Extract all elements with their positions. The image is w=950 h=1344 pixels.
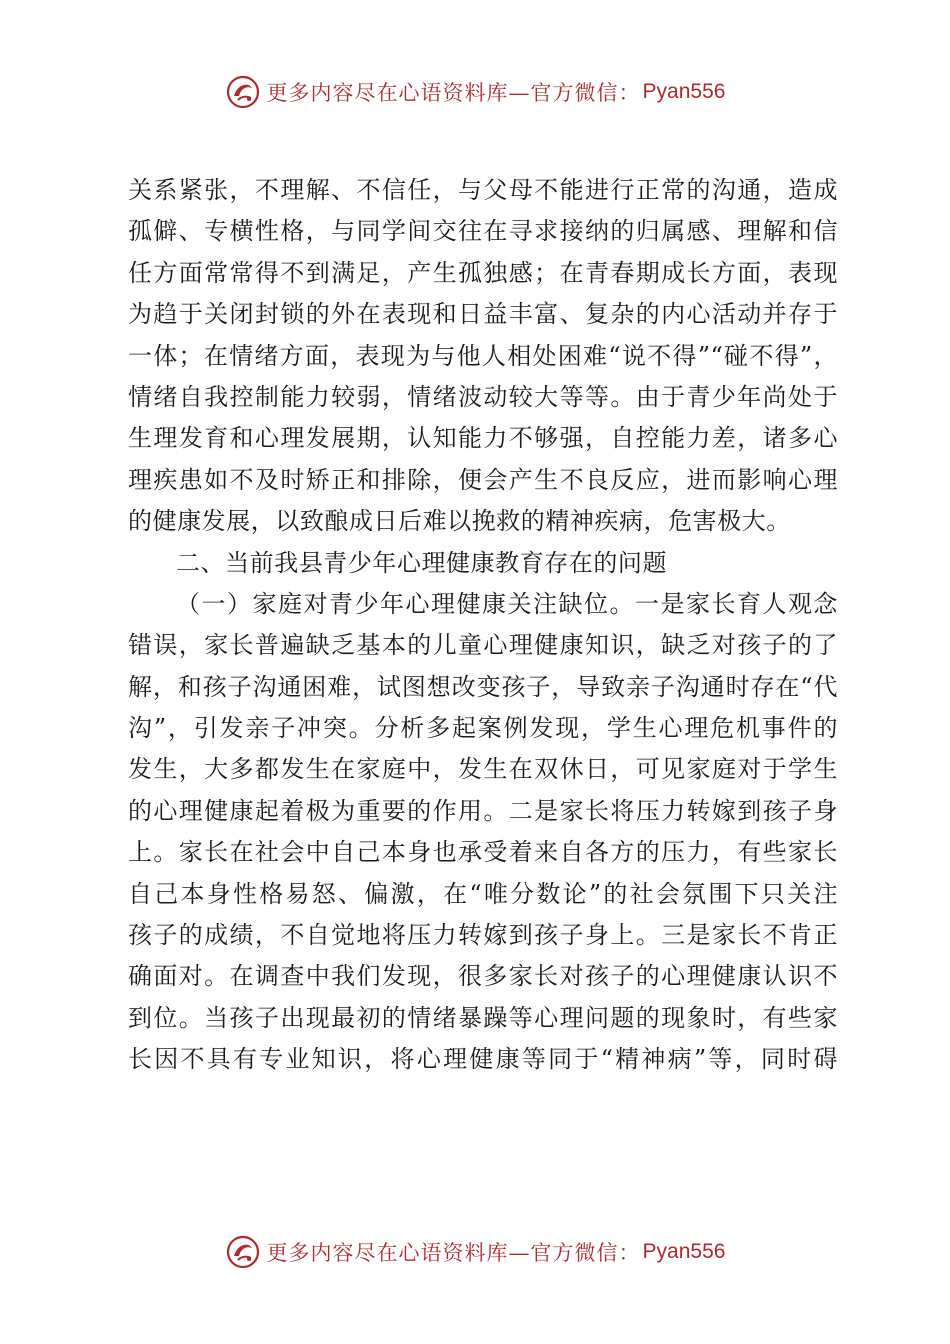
body-text-line: 到位。当孩子出现最初的情绪暴躁等心理问题的现象时，有些家 xyxy=(128,1003,838,1032)
body-text-line: （一）家庭对青少年心理健康关注缺位。一是家长育人观念 xyxy=(176,589,838,618)
body-text-line: 为趋于关闭封锁的外在表现和日益丰富、复杂的内心活动并存于 xyxy=(128,300,838,329)
body-text-line: 孤僻、专横性格，与同学间交往在寻求接纳的归属感、理解和信 xyxy=(128,217,838,246)
document-body xyxy=(128,170,838,1081)
banner-text: 更多内容尽在心语资料库—官方微信： xyxy=(266,81,641,105)
body-text-line: 情绪自我控制能力较弱，情绪波动较大等等。由于青少年尚处于 xyxy=(128,382,838,411)
banner-wechat-id: Pyan556 xyxy=(642,1240,726,1263)
body-text-line: 任方面常常得不到满足，产生孤独感；在青春期成长方面，表现 xyxy=(128,258,838,287)
body-text-line: 理疾患如不及时矫正和排除，便会产生不良反应，进而影响心理 xyxy=(128,465,838,494)
body-text-line: 上。家长在社会中自己本身也承受着来自各方的压力，有些家长 xyxy=(128,838,838,867)
banner-wechat-id: Pyan556 xyxy=(642,80,726,103)
body-text-line: 关系紧张，不理解、不信任，与父母不能进行正常的沟通，造成 xyxy=(128,176,838,204)
body-text-line: 自己本身性格易怒、偏激，在“唯分数论”的社会氛围下只关注 xyxy=(128,879,838,908)
section-heading: 二、当前我县青少年心理健康教育存在的问题 xyxy=(176,548,667,577)
body-text-line: 沟”，引发亲子冲突。分析多起案例发现，学生心理危机事件的 xyxy=(128,714,838,743)
footer-banner xyxy=(0,1230,950,1274)
body-text-line: 一体；在情绪方面，表现为与他人相处困难“说不得”“碰不得”， xyxy=(128,341,838,370)
body-text-line: 长因不具有专业知识，将心理健康等同于“精神病”等，同时碍 xyxy=(128,1045,838,1074)
body-text-line: 发生，大多都发生在家庭中，发生在双休日，可见家庭对于学生 xyxy=(128,755,838,784)
brand-logo-icon xyxy=(225,74,261,110)
body-text-line: 解，和孩子沟通困难，试图想改变孩子，导致亲子沟通时存在“代 xyxy=(128,672,838,701)
body-text-line: 孩子的成绩，不自觉地将压力转嫁到孩子身上。三是家长不肯正 xyxy=(128,921,838,950)
body-text-line: 的心理健康起着极为重要的作用。二是家长将压力转嫁到孩子身 xyxy=(128,796,838,825)
body-text-line: 错误，家长普遍缺乏基本的儿童心理健康知识，缺乏对孩子的了 xyxy=(128,631,838,660)
header-banner xyxy=(0,70,950,114)
body-text-line: 生理发育和心理发展期，认知能力不够强，自控能力差，诸多心 xyxy=(128,424,838,453)
body-text-line: 确面对。在调查中我们发现，很多家长对孩子的心理健康认识不 xyxy=(128,962,838,991)
body-text-line: 的健康发展，以致酿成日后难以挽救的精神疾病，危害极大。 xyxy=(128,507,791,536)
brand-logo-icon xyxy=(225,1234,261,1270)
banner-text: 更多内容尽在心语资料库—官方微信： xyxy=(266,1241,641,1265)
